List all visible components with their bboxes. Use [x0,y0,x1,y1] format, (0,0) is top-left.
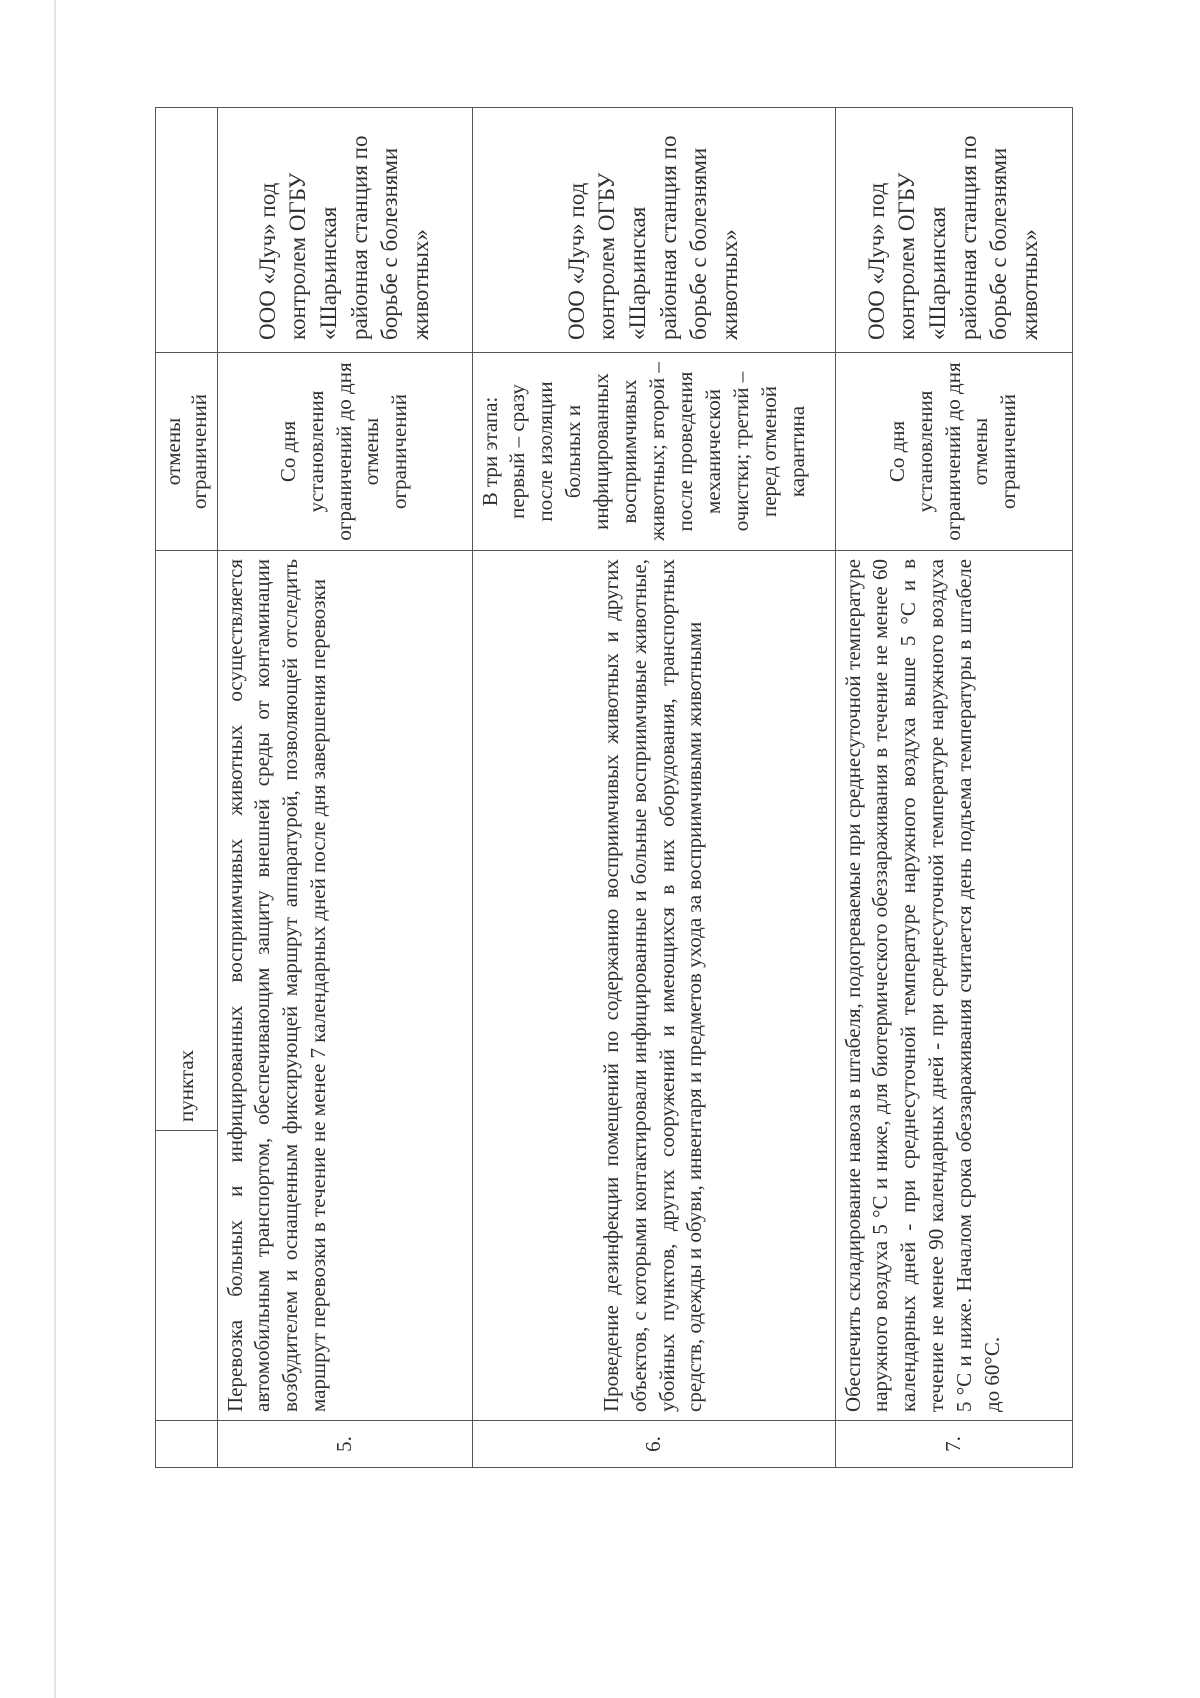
table-row [472,108,835,1468]
table-row [217,108,472,1468]
row-number: 5. [217,1421,472,1468]
header-cell-term: отмены ограничений [156,353,218,551]
header-cell-2 [156,1131,218,1421]
row-measure: Обеспечить складирование навоза в штабеля, подогреваемые при среднесуточной температуре наружного воздуха 5 °С и ниже, для биотермического обеззараживания в течение не менее 60 календарных дней - при среднесуточной температуре наружного воздуха выше 5 °С и в течение не менее 90 календарных дней - при среднесуточной температуре наружного воздуха 5 °С и ниже. Началом срока обеззараживания считается день подъема температуры в штабеле до 60°С. [835,551,1072,1421]
row-responsible: ООО «Луч» под контролем ОГБУ «Шарьинская районная станция по борьбе с болезнями животных» [835,108,1072,353]
row-term: Со дня установления ограничений до дня отмены ограничений [835,353,1072,551]
row-term: Со дня установления ограничений до дня отмены ограничений [217,353,472,551]
row-number: 6. [472,1421,835,1468]
measures-table [155,107,1073,1468]
row-term: В три этапа: первый – сразу после изоляции больных и инфицированных восприимчивых животных; второй – после проведения механической очистки; третий – перед отменой карантина [472,353,835,551]
row-responsible: ООО «Луч» под контролем ОГБУ «Шарьинская районная станция по борьбе с болезнями животных» [472,108,835,353]
row-measure: Проведение дезинфекции помещений по содержанию восприимчивых животных и других объектов, с которыми контактировали инфицированные и больные восприимчивые животные, убойных пунктов, других сооружений и имеющихся в них оборудования, транспортных средств, одежды и обуви, инвентаря и предметов ухода за восприимчивыми животными [472,551,835,1421]
table-header-row [156,108,218,1468]
row-responsible: ООО «Луч» под контролем ОГБУ «Шарьинская районная станция по борьбе с болезнями животных» [217,108,472,353]
header-cell-measure: пунктах [156,551,218,1131]
rotated-table-container [155,108,1068,1468]
row-measure: Перевозка больных и инфицированных восприимчивых животных осуществляется автомобильным транспортом, обеспечивающим защиту внешней среды от контаминации возбудителем и оснащенным фиксирующей маршрут аппаратурой, позволяющей отследить маршрут перевозки в течение не менее 7 календарных дней после дня завершения перевозки [217,551,472,1421]
table-row [835,108,1072,1468]
row-number: 7. [835,1421,1072,1468]
header-cell-responsible [156,108,218,353]
page-margin-line [54,0,56,1698]
header-cell-number [156,1421,218,1468]
